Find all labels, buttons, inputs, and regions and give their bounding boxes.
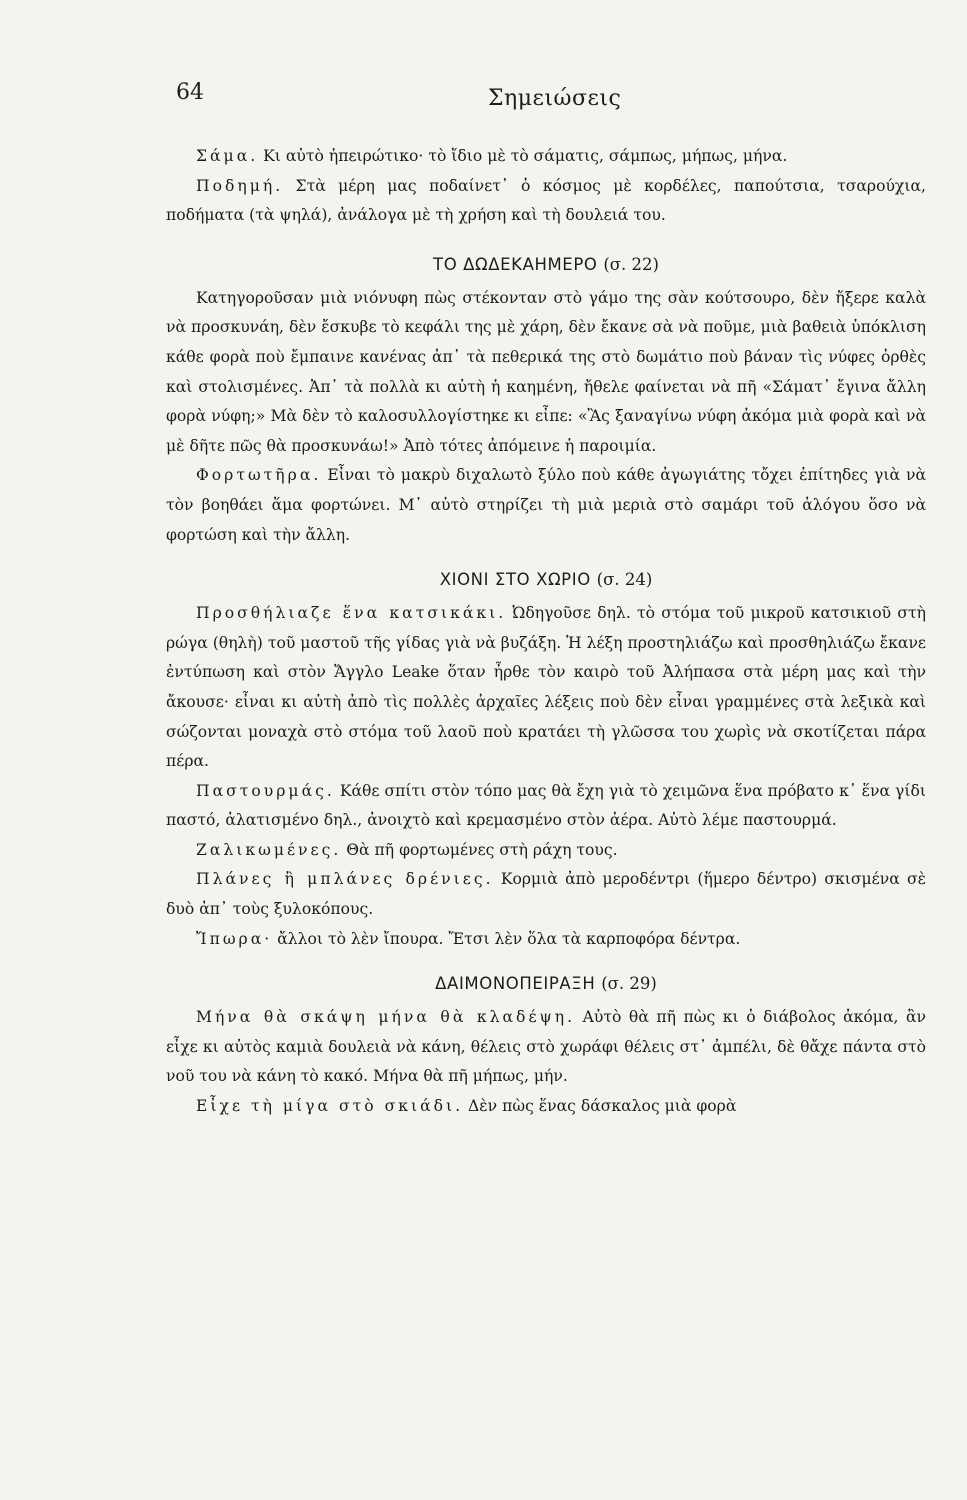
lemma: Ἴπωρα· — [196, 929, 273, 948]
lemma: Παστουρμάς. — [196, 781, 335, 800]
note-text: Κι αὐτὸ ἠπειρώτικο· τὸ ἴδιο μὲ τὸ σάματις, σάμπως, μήπως, μήνα. — [263, 147, 788, 165]
body-text — [166, 142, 926, 1122]
lemma: Φορτωτῆρα. — [196, 466, 322, 485]
lemma: Προσθήλιαζε ἕνα κατσικάκι. — [196, 604, 507, 623]
note-mina — [166, 1003, 926, 1092]
note-podimi — [166, 172, 926, 231]
section-heading — [166, 974, 926, 993]
note-ipora — [166, 925, 926, 955]
lemma: Πλάνες ἢ μπλάνες δρένιες. — [196, 870, 494, 889]
note-text: Ὠδηγοῦσε δηλ. τὸ στόμα τοῦ μικροῦ κατσικιοῦ στὴ ρώγα (θηλὴ) τοῦ μαστοῦ τῆς γίδας γιὰ νὰ βυζάξη. Ἡ λέξη προστηλιάζω καὶ προσθηλιάζω ἔκανε ἐντύπωση καὶ στὸν Ἄγγλο Leake ὅταν ἦρθε τὸν καιρὸ τοῦ Ἀλήπασα στὰ μέρη μας καὶ τὴν ἄκουσε· εἶναι κι αὐτὴ ἀπὸ τὶς πολλὲς ἀρχαῖες λέξεις ποὺ δὲν εἶναι γραμμένες στὰ λεξικὰ καὶ σώζονται μοναχὰ στὸ στόμα τοῦ λαοῦ ποὺ κρατάει τὴ γλῶσσα του χωρὶς νὰ σκοτίζεται πάρα πέρα. — [166, 604, 926, 771]
note-paragraph — [166, 284, 926, 462]
heading-ref: (σ. 29) — [601, 974, 657, 994]
note-text: Κορμιὰ ἀπὸ μεροδέντρι (ἥμερο δέντρο) σκισμένα σὲ δυὸ ἀπ᾽ τοὺς ξυλοκόπους. — [166, 870, 927, 919]
note-text: Δὲν πὼς ἕνας δάσκαλος μιὰ φορὰ — [468, 1097, 737, 1116]
note-pastourmas — [166, 777, 926, 836]
note-sama — [166, 142, 926, 172]
note-text: Κατηγοροῦσαν μιὰ νιόνυφη πὼς στέκονταν στὸ γάμο της σὰν κούτσουρο, δὲν ἤξερε καλὰ νὰ προσκυνάη, δὲν ἔσκυβε τὸ κεφάλι της μὲ χάρη, δὲν ἔκανε σὰ νὰ ποῦμε, μιὰ βαθειὰ ὑπόκλιση κάθε φορὰ ποὺ ἔμπαινε κανένας ἀπ᾽ τὰ πεθερικά της στὸ δωμάτιο ποὺ βάναν τὶς νύφες ὀρθὲς καὶ στολισμένες. Ἀπ᾽ τὰ πολλὰ κι αὐτὴ ἡ καημένη, ἤθελε φαίνεται νὰ πῆ «Σάματ᾽ ἔγινα ἄλλη φορὰ νύφη;» Μὰ δὲν τὸ καλοσυλλογίστηκε κι εἶπε: «Ἂς ξαναγίνω νύφη ἀκόμα μιὰ φορὰ καὶ νὰ μὲ δῆτε πῶς θὰ προσκυνάω!» Ἀπὸ τότες ἀπόμεινε ἡ παροιμία. — [166, 288, 926, 455]
note-fortotira — [166, 461, 926, 550]
lemma: Μήνα θὰ σκάψη μήνα θὰ κλαδέψη. — [196, 1008, 576, 1027]
section-heading — [166, 255, 926, 274]
heading-title: ΔΑΙΜΟΝΟΠΕΙΡΑΞΗ — [435, 974, 596, 994]
note-text: Θὰ πῆ φορτωμένες στὴ ράχη τους. — [346, 840, 618, 859]
heading-ref: (σ. 24) — [596, 570, 653, 590]
lemma: Εἶχε τὴ μίγα στὸ σκιάδι. — [196, 1097, 464, 1116]
note-prosthiliaze — [166, 599, 926, 777]
note-text: Κάθε σπίτι στὸν τόπο μας θὰ ἔχη γιὰ τὸ χειμῶνα ἕνα πρόβατο κ᾽ ἕνα γίδι παστό, ἁλατισμένο δηλ., ἀνοιχτὸ καὶ κρεμασμένο στὸν ἀέρα. Αὐτὸ λέμε παστουρμά. — [166, 781, 926, 830]
note-text: Αὐτὸ θὰ πῆ πὼς κι ὁ διάβολος ἀκόμα, ἂν εἶχε κι αὐτὸς καμιὰ δουλειὰ νὰ κάνη, θέλεις στὸ χωράφι θέλεις στ᾽ ἀμπέλι, δὲ θἄχε πάντα στὸ νοῦ του νὰ κάνη τὸ κακό. Μήνα θὰ πῆ μήπως, μήν. — [166, 1008, 926, 1086]
note-zalikomenes — [166, 836, 926, 866]
note-miga — [166, 1092, 926, 1122]
heading-title: ΧΙΟΝΙ ΣΤΟ ΧΩΡΙΟ — [439, 570, 591, 590]
section-heading — [166, 570, 926, 589]
page-number: 64 — [176, 80, 204, 105]
note-planes — [166, 865, 926, 924]
lemma: Σάμα. — [196, 147, 259, 165]
lemma: Ποδημή. — [196, 176, 284, 195]
running-title: Σημειώσεις — [488, 86, 622, 111]
note-text: ἄλλοι τὸ λὲν ἴπουρα. Ἔτσι λὲν ὅλα τὰ καρποφόρα δέντρα. — [277, 929, 741, 948]
note-text: Εἶναι τὸ μακρὺ διχαλωτὸ ξύλο ποὺ κάθε ἀγωγιάτης τὄχει ἐπίτηδες γιὰ νὰ τὸν βοηθάει ἅμα φορτώνει. Μ᾽ αὐτὸ στηρίζει τὴ μιὰ μεριὰ στὸ σαμάρι τοῦ ἀλόγου ὅσο νὰ φορτώση καὶ τὴν ἄλλη. — [166, 466, 926, 544]
heading-title: ΤΟ ΔΩΔΕΚΑΗΜΕΡΟ — [433, 254, 598, 274]
lemma: Ζαλικωμένες. — [196, 840, 342, 859]
note-text: Στὰ μέρη μας ποδαίνετ᾽ ὁ κόσμος μὲ κορδέλες, παπούτσια, τσαρούχια, ποδήματα (τὰ ψηλά), ἀνάλογα μὲ τὴ χρήση καὶ τὴ δουλειά του. — [166, 176, 926, 225]
heading-ref: (σ. 22) — [603, 254, 659, 274]
